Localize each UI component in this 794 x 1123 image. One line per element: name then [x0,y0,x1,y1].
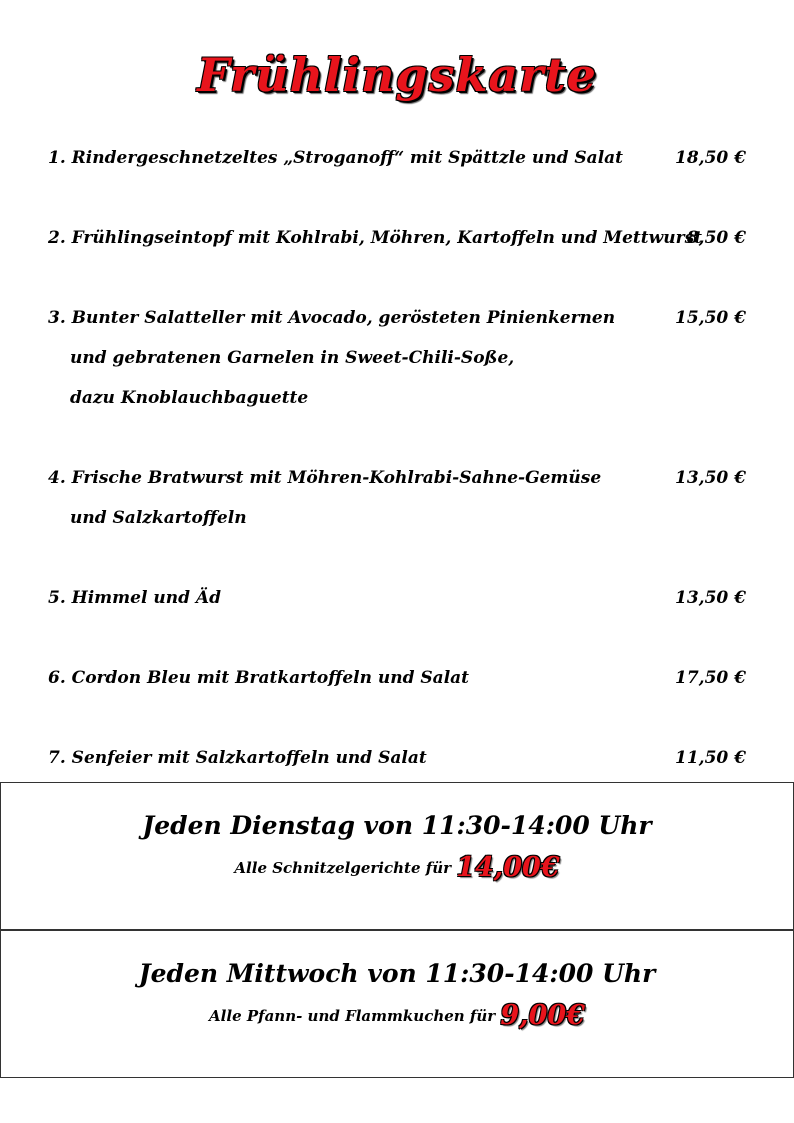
menu-item [48,468,746,548]
promo-text [1,852,793,883]
menu-item-price: 11,50 € [675,748,746,768]
menu-item-price: 18,50 € [675,148,746,168]
menu-item-name: 2. Frühlingseintopf mit Kohlrabi, Möhren, Kartoffeln und Mettwurst [48,228,702,248]
menu-item-description: und gebratenen Garnelen in Sweet-Chili-Soße, [70,348,515,368]
menu-item-description: dazu Knoblauchbaguette [70,388,309,408]
promo-text [1,1000,793,1031]
menu-item-name: 6. Cordon Bleu mit Bratkartoffeln und Salat [48,668,470,688]
promo-price: 14,00€ [456,852,560,883]
menu-item-name: 4. Frische Bratwurst mit Möhren-Kohlrabi-Sahne-Gemüse [48,468,602,488]
promo-heading: Jeden Dienstag von 11:30-14:00 Uhr [142,811,652,840]
promo-box-wednesday [0,930,794,1078]
menu-item [48,148,746,188]
menu-item-price: 13,50 € [675,588,746,608]
promo-description: Alle Pfann- und Flammkuchen für [209,1007,501,1025]
promo-price: 9,00€ [500,1000,585,1031]
menu-item-name: 7. Senfeier mit Salzkartoffeln und Salat [48,748,427,768]
menu-item-name: 3. Bunter Salatteller mit Avocado, gerösteten Pinienkernen [48,308,616,328]
menu-item [48,668,746,708]
menu-item-price: 13,50 € [675,468,746,488]
menu-item-description: und Salzkartoffeln [70,508,247,528]
menu-item-name: 5. Himmel und Äd [48,588,221,608]
promo-heading: Jeden Mittwoch von 11:30-14:00 Uhr [138,959,656,988]
menu-item-price: 17,50 € [675,668,746,688]
menu-item [48,308,746,428]
menu-item-price: 15,50 € [675,308,746,328]
promo-description: Alle Schnitzelgerichte für [234,859,457,877]
promo-box-tuesday [0,782,794,930]
menu-item-price: 8,50 € [686,228,746,248]
menu-item [48,588,746,628]
menu-item-name: 1. Rindergeschnetzeltes „Stroganoff“ mit Spättzle und Salat [48,148,624,168]
page-title: Frühlingskarte [197,48,597,102]
menu-item [48,228,746,268]
